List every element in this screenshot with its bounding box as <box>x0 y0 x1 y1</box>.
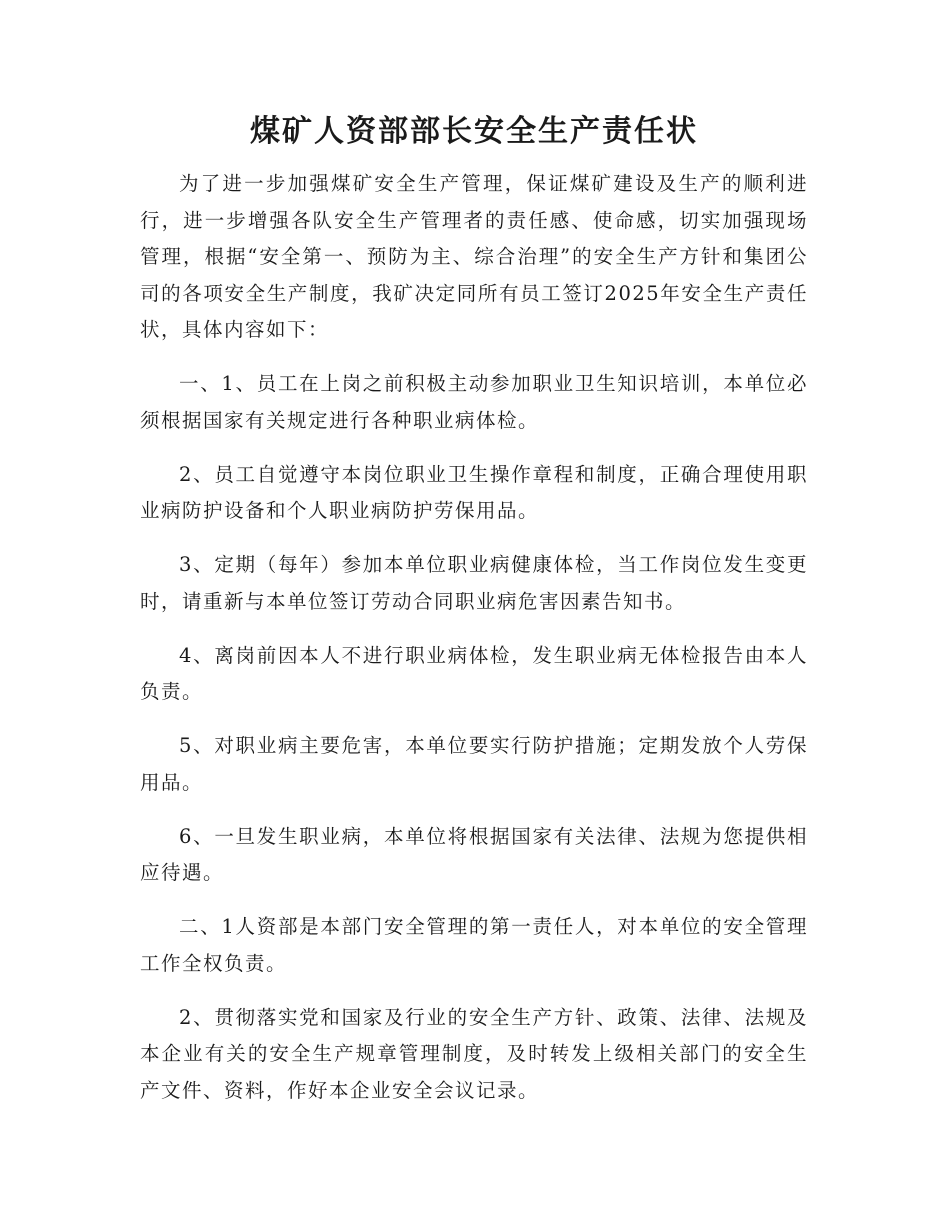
document-page <box>140 112 808 1109</box>
paragraph-1-3: 3、定期（每年）参加本单位职业病健康体检，当工作岗位发生变更时，请重新与本单位签订劳动合同职业病危害因素告知书。 <box>140 553 808 613</box>
paragraph-2-1: 二、1人资部是本部门安全管理的第一责任人，对本单位的安全管理工作全权负责。 <box>140 915 808 975</box>
document-title: 煤矿人资部部长安全生产责任状 <box>250 114 698 149</box>
paragraph-1-4: 4、离岗前因本人不进行职业病体检，发生职业病无体检报告由本人负责。 <box>140 643 808 703</box>
paragraph-1-5: 5、对职业病主要危害，本单位要实行防护措施；定期发放个人劳保用品。 <box>140 734 808 794</box>
paragraph-1-1: 一、1、员工在上岗之前积极主动参加职业卫生知识培训，本单位必须根据国家有关规定进行各种职业病体检。 <box>140 372 808 432</box>
paragraph-2-2: 2、贯彻落实党和国家及行业的安全生产方针、政策、法律、法规及本企业有关的安全生产规章管理制度，及时转发上级相关部门的安全生产文件、资料，作好本企业安全会议记录。 <box>140 1005 808 1102</box>
paragraph-intro: 为了进一步加强煤矿安全生产管理，保证煤矿建设及生产的顺利进行，进一步增强各队安全生产管理者的责任感、使命感，切实加强现场管理，根据“安全第一、预防为主、综合治理”的安全生产方针和集团公司的各项安全生产制度，我矿决定同所有员工签订2025年安全生产责任状，具体内容如下： <box>140 172 808 341</box>
paragraph-1-6: 6、一旦发生职业病，本单位将根据国家有关法律、法规为您提供相应待遇。 <box>140 824 808 884</box>
paragraph-1-2: 2、员工自觉遵守本岗位职业卫生操作章程和制度，正确合理使用职业病防护设备和个人职业病防护劳保用品。 <box>140 462 808 522</box>
